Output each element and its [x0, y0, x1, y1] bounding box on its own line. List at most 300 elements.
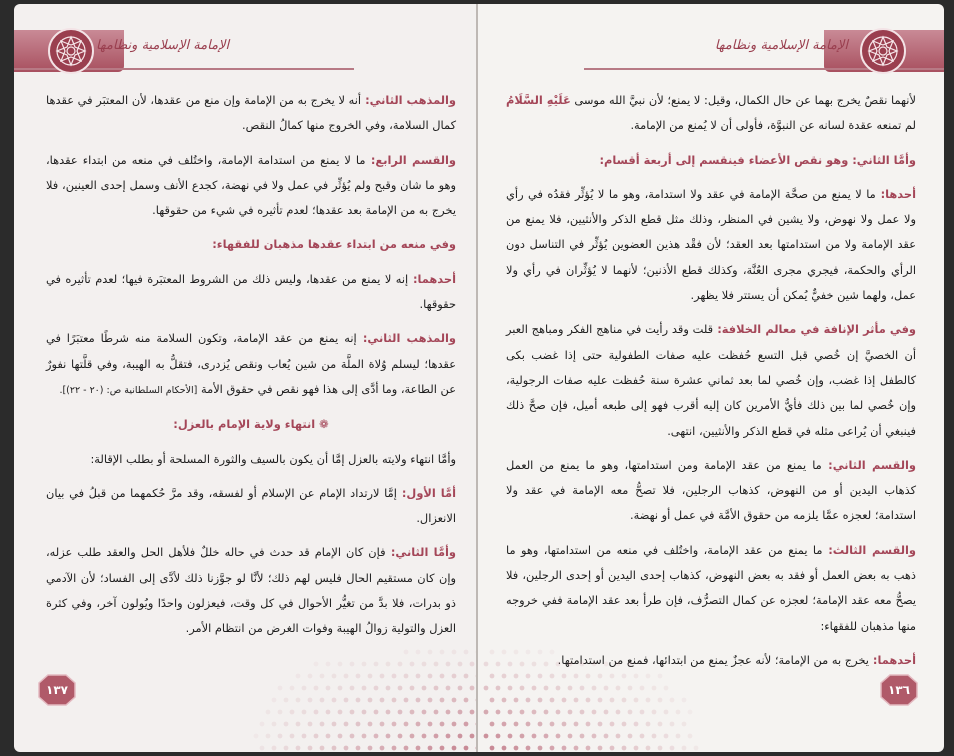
body-text: قلت وقد رأيت في مناهج الفكر ومباهج العبر أن الخصيَّ إن خُصي قبل التسع حُفظت عليه صفات الطفولية حتى إذا غضب بكى كالطفل إذا غضب، وإن خُصي لما بعد ثماني عشرة سنة حُفظت عليه صفات الرجولية، وإن خُصي لما بين ذلك فأيُّ الأمرين كان إليه أقرب فهو إلى طبعه أميل، فإن صحَّ ذلك فينبغي أن يُراعى مثله في قطع الذكر والأنثيين، انتهى. — [506, 322, 916, 438]
citation: [الأحكام السلطانية ص: (٢٠ - ٢٢)]. — [59, 384, 198, 396]
decorative-dot — [610, 722, 615, 727]
decorative-dot — [356, 722, 361, 727]
decorative-dot — [508, 710, 513, 715]
decorative-dot — [404, 722, 409, 727]
decorative-dot — [284, 722, 289, 727]
decorative-dot — [484, 686, 489, 691]
decorative-dot — [464, 698, 469, 703]
decorative-dot — [532, 710, 537, 715]
page-number: ١٣٧ — [46, 683, 68, 697]
decorative-dot — [502, 698, 507, 703]
left-page — [14, 4, 476, 752]
decorative-dot — [320, 698, 325, 703]
decorative-dot — [562, 674, 567, 679]
decorative-dot — [526, 746, 531, 751]
decorative-dot — [604, 734, 609, 739]
decorative-dot — [544, 710, 549, 715]
decorative-dot — [386, 662, 391, 667]
decorative-dot — [544, 734, 549, 739]
decorative-dot — [284, 698, 289, 703]
decorative-dot — [586, 722, 591, 727]
decorative-dot — [616, 710, 621, 715]
decorative-dot — [428, 698, 433, 703]
decorative-dot — [380, 746, 385, 751]
decorative-dot — [320, 674, 325, 679]
decorative-dot — [302, 734, 307, 739]
decorative-dot — [628, 686, 633, 691]
decorative-dot — [464, 650, 469, 655]
decorative-dot — [586, 698, 591, 703]
decorative-dot — [568, 734, 573, 739]
decorative-dot — [464, 674, 469, 679]
decorative-dot — [392, 722, 397, 727]
decorative-dot — [338, 710, 343, 715]
decorative-dot — [314, 710, 319, 715]
decorative-dot — [254, 734, 259, 739]
decorative-dot — [440, 650, 445, 655]
decorative-dot — [410, 734, 415, 739]
decorative-dot — [296, 722, 301, 727]
decorative-dot — [404, 746, 409, 751]
decorative-dot — [362, 662, 367, 667]
decorative-dot — [362, 686, 367, 691]
decorative-dot — [652, 734, 657, 739]
decorative-dot — [428, 746, 433, 751]
decorative-dot — [490, 698, 495, 703]
decorative-dot — [338, 686, 343, 691]
decorative-dot — [446, 662, 451, 667]
page-text — [506, 88, 916, 682]
decorative-dot — [556, 734, 561, 739]
decorative-dot — [332, 746, 337, 751]
paragraph — [506, 182, 916, 308]
decorative-dot — [368, 746, 373, 751]
body-text: إمَّا لارتداد الإمام عن الإسلام أو لفسقه، وقد مرَّ حُكمهما من قبلُ في بيان الانعزال. — [46, 485, 456, 526]
decorative-dot — [452, 722, 457, 727]
decorative-dot — [658, 698, 663, 703]
decorative-dot — [278, 686, 283, 691]
decorative-dot — [434, 662, 439, 667]
decorative-dot — [374, 686, 379, 691]
decorative-dot — [272, 746, 277, 751]
decorative-dot — [496, 686, 501, 691]
decorative-dot — [682, 746, 687, 751]
decorative-dot — [634, 674, 639, 679]
decorative-dot — [634, 746, 639, 751]
highlighted-heading: عَلَيْهِ السَّلَامُ — [506, 93, 571, 107]
decorative-dot — [592, 686, 597, 691]
decorative-dot — [580, 710, 585, 715]
decorative-dot — [398, 662, 403, 667]
decorative-dot — [314, 662, 319, 667]
decorative-dot — [682, 698, 687, 703]
decorative-dot — [616, 662, 621, 667]
decorative-dot — [490, 650, 495, 655]
decorative-dot — [646, 722, 651, 727]
decorative-dot — [302, 686, 307, 691]
paragraph — [46, 232, 456, 257]
decorative-dot — [496, 710, 501, 715]
decorative-dot — [676, 710, 681, 715]
decorative-dot — [568, 662, 573, 667]
decorative-dot — [544, 662, 549, 667]
decorative-dot — [422, 734, 427, 739]
decorative-dot — [446, 710, 451, 715]
decorative-dot — [338, 662, 343, 667]
paragraph — [506, 538, 916, 639]
decorative-dot — [320, 746, 325, 751]
decorative-dot — [484, 662, 489, 667]
decorative-dot — [308, 674, 313, 679]
decorative-dot — [428, 722, 433, 727]
decorative-dot — [628, 710, 633, 715]
decorative-dot — [296, 674, 301, 679]
decorative-dot — [670, 746, 675, 751]
decorative-dot — [598, 674, 603, 679]
decorative-dot — [502, 746, 507, 751]
decorative-dot — [362, 734, 367, 739]
decorative-dot — [610, 698, 615, 703]
decorative-dot — [658, 674, 663, 679]
decorative-dot — [374, 710, 379, 715]
paragraph — [46, 267, 456, 318]
decorative-dot — [404, 698, 409, 703]
decorative-dot — [380, 674, 385, 679]
decorative-dot — [682, 722, 687, 727]
decorative-dots — [236, 632, 476, 752]
decorative-dot — [502, 722, 507, 727]
body-text: وأمَّا انتهاء ولايته بالعزل إمَّا أن يكون بالسيف والثورة المسلحة أو بطلب الإقالة: — [90, 451, 456, 466]
decorative-dot — [278, 734, 283, 739]
decorative-dot — [694, 746, 699, 751]
decorative-dot — [416, 698, 421, 703]
decorative-dot — [580, 734, 585, 739]
decorative-dot — [398, 686, 403, 691]
decorative-dot — [490, 674, 495, 679]
decorative-dot — [520, 734, 525, 739]
decorative-dot — [452, 674, 457, 679]
body-text: لم تمنعه عقدة لسانه عن النبوَّة، فأولى أن لا يُمنع من الإمامة. — [630, 118, 916, 133]
decorative-dot — [580, 662, 585, 667]
highlighted-heading: والقسم الثاني: — [821, 457, 916, 472]
decorative-dot — [640, 686, 645, 691]
decorative-dot — [598, 698, 603, 703]
decorative-dot — [350, 734, 355, 739]
decorative-dot — [538, 674, 543, 679]
highlighted-heading: وأمَّا الثاني: وهو نقص الأعضاء فينقسم إلى أربعة أقسام: — [599, 152, 916, 167]
highlighted-heading: والمذهب الثاني: — [361, 93, 456, 107]
decorative-dot — [532, 734, 537, 739]
decorative-dot — [440, 698, 445, 703]
decorative-dot — [470, 734, 475, 739]
decorative-dot — [452, 746, 457, 751]
decorative-dot — [538, 650, 543, 655]
decorative-dot — [610, 674, 615, 679]
decorative-dot — [550, 746, 555, 751]
decorative-dot — [458, 686, 463, 691]
decorative-dot — [266, 734, 271, 739]
decorative-dot — [392, 698, 397, 703]
highlighted-heading: والقسم الرابع: — [365, 152, 457, 167]
paragraph — [46, 481, 456, 532]
decorative-dot — [416, 674, 421, 679]
decorative-dot — [496, 734, 501, 739]
decorative-dot — [332, 674, 337, 679]
decorative-dot — [326, 734, 331, 739]
decorative-dot — [616, 686, 621, 691]
decorative-dot — [586, 746, 591, 751]
decorative-dot — [470, 710, 475, 715]
decorative-dot — [496, 662, 501, 667]
decorative-dot — [658, 746, 663, 751]
decorative-dot — [416, 722, 421, 727]
decorative-dot — [452, 698, 457, 703]
decorative-dot — [634, 722, 639, 727]
body-text: ما لا يمنع من صحَّة الإمامة في عقد ولا استدامة، وهو ما لا يُؤثِّر فقدُه في رأي ولا عمل ولا نهوض، ولا يشين في المنظر، وذلك مثل قطع الذكر والأنثيين، فلا يمنع من عقد الإمامة ولا من استدامتها بعد العقد؛ لأن فقْد هذين العضوين يُؤثِّر في التناسل دون الرأي والحكمة، فيجري مجرى العُنَّة، وكذلك قطع الأذنين؛ لأنهما لا يُؤثِّران في رأي ولا عمل، ولهما شين خفيٌّ يُمكن أن يستتر فلا يظهر. — [506, 186, 916, 303]
decorative-dot — [410, 686, 415, 691]
decorative-dot — [404, 650, 409, 655]
decorative-dot — [296, 698, 301, 703]
paragraph — [506, 88, 916, 139]
decorative-dot — [688, 734, 693, 739]
body-text: إنه لا يمنع من عقدها، وليس ذلك من الشروط المعتبَرة فيها؛ لعدم تأثيره في حقوقها. — [46, 271, 456, 312]
decorative-dot — [658, 722, 663, 727]
decorative-dot — [350, 710, 355, 715]
decorative-dot — [670, 722, 675, 727]
decorative-dot — [386, 734, 391, 739]
decorative-dot — [344, 674, 349, 679]
highlighted-heading: أمَّا الأول: — [396, 485, 456, 500]
decorative-dot — [416, 650, 421, 655]
decorative-dot — [622, 674, 627, 679]
decorative-dot — [634, 698, 639, 703]
decorative-dot — [386, 710, 391, 715]
decorative-dot — [514, 650, 519, 655]
decorative-dot — [332, 722, 337, 727]
highlighted-heading: أحدهما: — [408, 271, 456, 286]
body-text: ما لا يمنع من استدامة الإمامة، واختُلف في منعه من ابتداء عقدها، وهو ما شان وقبح ولم يُؤثِّر في عمل ولا في نهضة، كجدع الأنف وسمل إحدى العينين، فلا يخرج به من الإمامة بعد عقدها؛ لعدم تأثيره في شيء من حقوقها. — [46, 152, 456, 218]
geometric-rosette-icon — [48, 28, 94, 74]
decorative-dot — [592, 710, 597, 715]
page-number: ١٣٦ — [888, 683, 910, 697]
decorative-dot — [670, 698, 675, 703]
decorative-dot — [422, 710, 427, 715]
decorative-dot — [520, 710, 525, 715]
decorative-dot — [446, 734, 451, 739]
decorative-dot — [434, 734, 439, 739]
decorative-dot — [688, 710, 693, 715]
decorative-dot — [416, 746, 421, 751]
decorative-dot — [514, 722, 519, 727]
decorative-dot — [386, 686, 391, 691]
paragraph — [506, 317, 916, 443]
decorative-dot — [290, 686, 295, 691]
body-text: ما يمنع من عقد الإمامة، واختُلف في منعه من استدامتها، وهو ما ذهب به بعض العمل أو فقد به بعض النهوض، كذهاب إحدى اليدين أو إحدى الرجلين، فلا يصحُّ معه عقد الإمامة؛ لعجزه عن كمال التصرُّف، فإن طرأ بعد عقد الإمامة ففي خروجه منها مذهبان للفقهاء: — [506, 542, 916, 633]
decorative-dot — [260, 746, 265, 751]
book-title: الإمامة الإسلامية ونظامها — [96, 38, 230, 53]
decorative-dot — [508, 662, 513, 667]
decorative-dot — [514, 746, 519, 751]
decorative-dot — [562, 698, 567, 703]
decorative-dot — [574, 746, 579, 751]
decorative-dot — [556, 662, 561, 667]
decorative-dot — [490, 746, 495, 751]
decorative-dot — [446, 686, 451, 691]
decorative-dot — [440, 722, 445, 727]
decorative-dot — [556, 710, 561, 715]
decorative-dot — [646, 746, 651, 751]
body-text: أنه لا يخرج به من الإمامة وإن منع من عقدها، لأن المعتبَر في عقدها كمال السلامة، وفي الخروج منها كمالُ النقص. — [46, 93, 456, 133]
decorative-dot — [428, 650, 433, 655]
decorative-dot — [284, 746, 289, 751]
decorative-dot — [272, 722, 277, 727]
decorative-dot — [470, 686, 475, 691]
decorative-dot — [302, 710, 307, 715]
decorative-dot — [260, 722, 265, 727]
decorative-dot — [664, 686, 669, 691]
decorative-dot — [308, 746, 313, 751]
decorative-dot — [434, 710, 439, 715]
decorative-dot — [604, 710, 609, 715]
paragraph — [46, 447, 456, 472]
decorative-dot — [470, 662, 475, 667]
decorative-dot — [514, 674, 519, 679]
page-number-badge — [880, 674, 918, 706]
book-title: الإمامة الإسلامية ونظامها — [714, 38, 848, 53]
decorative-dot — [290, 734, 295, 739]
decorative-dot — [278, 710, 283, 715]
body-text: يخرج به من الإمامة؛ لأنه عجزٌ يمنع من ابتدائها، فمنع من استدامتها. — [557, 652, 869, 667]
decorative-dot — [410, 662, 415, 667]
decorative-dot — [266, 710, 271, 715]
decorative-dot — [538, 746, 543, 751]
decorative-dot — [290, 710, 295, 715]
decorative-dot — [350, 686, 355, 691]
decorative-dot — [410, 710, 415, 715]
decorative-dot — [392, 746, 397, 751]
right-page — [478, 4, 944, 752]
highlighted-heading: أحدها: — [875, 186, 916, 201]
decorative-dot — [440, 674, 445, 679]
decorative-dot — [604, 662, 609, 667]
decorative-dot — [344, 746, 349, 751]
decorative-dot — [464, 722, 469, 727]
paragraph — [506, 148, 916, 173]
decorative-dots — [478, 632, 718, 752]
decorative-dot — [308, 722, 313, 727]
decorative-dot — [604, 686, 609, 691]
decorative-dot — [326, 662, 331, 667]
body-text: فإن كان الإمام قد حدث في حاله خللٌ فلأهل الحل والعقد طلب عزله، وإن كان مستقيم الحال فليس لهم ذلك؛ لأنَّا لو جوَّزنا ذلك لأدَّى إلى الفساد؛ لأن الآدمي ذو بدرات، فلا بدَّ من تغيُّر الأحوال في كل وقت، فيعزلون واحدًا ويُولون آخر، وفي كثرة العزل والتولية زوالُ الهيبة وفوات الغرض من انتظام الأمر. — [46, 545, 456, 636]
decorative-dot — [580, 686, 585, 691]
decorative-dot — [422, 686, 427, 691]
decorative-dot — [356, 674, 361, 679]
decorative-dot — [676, 734, 681, 739]
decorative-dot — [592, 734, 597, 739]
decorative-dot — [574, 674, 579, 679]
decorative-dot — [484, 710, 489, 715]
decorative-dot — [374, 734, 379, 739]
decorative-dot — [320, 722, 325, 727]
paragraph — [46, 88, 456, 139]
decorative-dot — [398, 734, 403, 739]
decorative-dot — [592, 662, 597, 667]
decorative-dot — [490, 722, 495, 727]
decorative-dot — [550, 722, 555, 727]
decorative-dot — [550, 674, 555, 679]
body-text: لأنهما نقصٌ يخرج بهما عن حال الكمال، وقيل: لا يمنع؛ لأن نبيَّ الله موسى — [570, 93, 916, 107]
decorative-dot — [622, 698, 627, 703]
decorative-dot — [332, 698, 337, 703]
decorative-dot — [458, 734, 463, 739]
page-number-badge — [38, 674, 76, 706]
decorative-dot — [272, 698, 277, 703]
decorative-dot — [514, 698, 519, 703]
decorative-dot — [664, 710, 669, 715]
highlighted-heading: وفي مأثر الإنافة في معالم الخلافة: — [713, 322, 916, 337]
decorative-dot — [362, 710, 367, 715]
highlighted-heading: وفي منعه من ابتداء عقدها مذهبان للفقهاء: — [212, 237, 456, 252]
decorative-dot — [326, 686, 331, 691]
paragraph — [506, 453, 916, 529]
decorative-dot — [296, 746, 301, 751]
decorative-dot — [646, 698, 651, 703]
paragraph — [46, 412, 456, 437]
decorative-dot — [356, 746, 361, 751]
decorative-dot — [380, 698, 385, 703]
decorative-dot — [562, 746, 567, 751]
decorative-dot — [622, 746, 627, 751]
decorative-dot — [652, 710, 657, 715]
decorative-dot — [338, 734, 343, 739]
decorative-dot — [556, 686, 561, 691]
decorative-dot — [664, 734, 669, 739]
decorative-dot — [598, 722, 603, 727]
decorative-dot — [598, 746, 603, 751]
decorative-dot — [508, 734, 513, 739]
decorative-dot — [368, 674, 373, 679]
highlighted-heading: والمذهب الثاني: — [356, 331, 456, 346]
decorative-dot — [464, 746, 469, 751]
decorative-dot — [344, 722, 349, 727]
decorative-dot — [368, 722, 373, 727]
highlighted-heading: أحدهما: — [868, 652, 916, 667]
decorative-dot — [652, 686, 657, 691]
decorative-dot — [434, 686, 439, 691]
decorative-dot — [326, 710, 331, 715]
decorative-dot — [380, 722, 385, 727]
decorative-dot — [628, 662, 633, 667]
decorative-dot — [574, 722, 579, 727]
decorative-dot — [640, 734, 645, 739]
decorative-dot — [314, 686, 319, 691]
decorative-dot — [350, 662, 355, 667]
decorative-dot — [484, 734, 489, 739]
decorative-dot — [526, 722, 531, 727]
decorative-dot — [610, 746, 615, 751]
decorative-dot — [422, 662, 427, 667]
paragraph — [46, 326, 456, 403]
decorative-dot — [538, 722, 543, 727]
decorative-dot — [550, 698, 555, 703]
decorative-dot — [308, 698, 313, 703]
geometric-rosette-icon — [860, 28, 906, 74]
decorative-dot — [428, 674, 433, 679]
decorative-dot — [392, 674, 397, 679]
paragraph — [46, 148, 456, 224]
decorative-dot — [544, 686, 549, 691]
decorative-dot — [502, 650, 507, 655]
